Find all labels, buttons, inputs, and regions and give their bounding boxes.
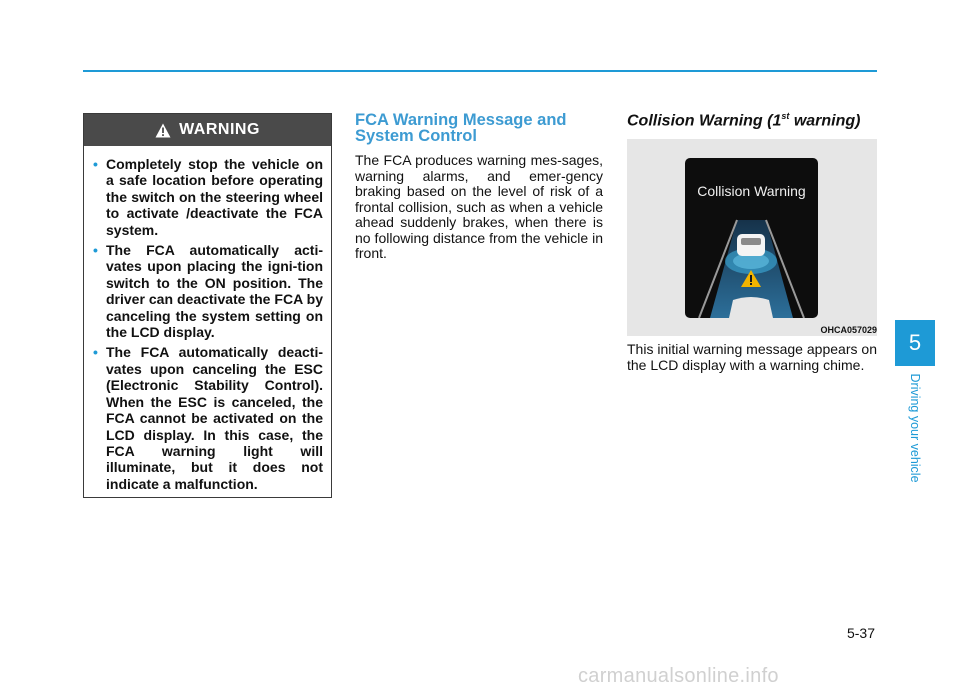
section-body: The FCA produces warning mes-sages, warning alarms, and emer-gency braking based on the level of risk of a frontal collision, such as when a vehicle ahead suddenly brakes, when there is no following distance from the vehicle in front.: [355, 152, 603, 261]
collision-warning-figure: [627, 139, 877, 336]
collision-warning-heading: [627, 111, 877, 130]
warning-header: [84, 114, 331, 146]
warning-title: WARNING: [179, 121, 260, 138]
road-graphic: [685, 158, 818, 318]
warning-item: [92, 156, 323, 238]
figure-code: OHCA057029: [820, 325, 877, 335]
warning-item: [92, 242, 323, 340]
collision-warning-body: This initial warning message appears on the LCD display with a warning chime.: [627, 341, 877, 373]
warning-item-text: The FCA automatically acti-vates upon placing the igni-tion switch to the ON position. The driver can deactivate the FCA by canceling the system setting on the LCD display.: [106, 242, 323, 341]
bullet-icon: •: [93, 156, 98, 172]
warning-list: [84, 146, 331, 492]
header-rule: [83, 70, 877, 72]
section-heading: FCA Warning Message and System Control: [355, 111, 567, 145]
chapter-label: Driving your vehicle: [908, 373, 922, 483]
display-message: Collision Warning: [697, 183, 806, 199]
bullet-icon: •: [93, 344, 98, 361]
lcd-display: [685, 158, 818, 318]
heading-part: Collision Warning (1: [627, 112, 782, 130]
warning-item: [92, 344, 323, 492]
warning-item-text: The FCA automatically deacti-vates upon canceling the ESC (Electronic Stability Control). When the ESC is canceled, the FCA cannot be activated on the LCD display. In this case, the FCA warning light will illuminate, but it does not indicate a malfunction.: [106, 344, 323, 492]
warning-triangle-icon: [155, 123, 171, 138]
warning-box: [83, 113, 332, 498]
chapter-number: 5: [895, 320, 935, 366]
heading-part: warning): [789, 112, 861, 130]
heading-superscript: st: [781, 111, 790, 121]
warning-item-text: Completely stop the vehicle on a safe location before operating the switch on the steering wheel to activate /deactivate the FCA system.: [106, 156, 323, 238]
page-number: 5-37: [846, 625, 875, 641]
bullet-icon: •: [93, 242, 98, 259]
watermark: carmanualsonline.info: [578, 665, 779, 687]
